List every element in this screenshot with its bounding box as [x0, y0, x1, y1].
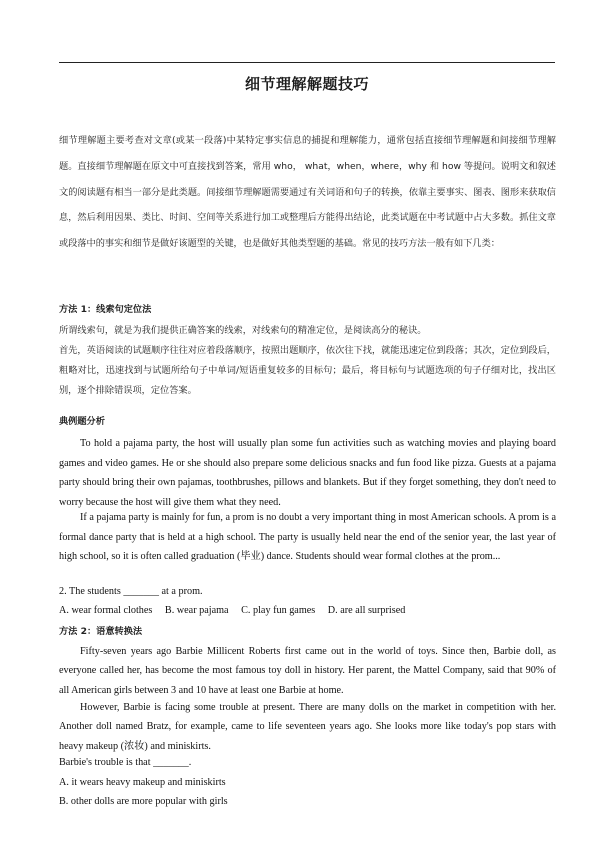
example-heading: 典例题分析: [59, 416, 105, 427]
question-2-option-b: B. other dolls are more popular with girls: [59, 796, 228, 807]
passage1-paragraph-2: If a pajama party is mainly for fun, a prom is no doubt a very important thing in most American schools. A prom is a formal dance party that is held at a high school. The party is usually held near the end of the senior year, the last year of high school, so it is often called graduation (毕业) dance. Students should wear formal clothes at the prom...: [59, 512, 556, 563]
question-2: Barbie's trouble is that _______.: [59, 757, 192, 768]
method1-steps: 首先，英语阅读的试题顺序往往对应着段落顺序，按照出题顺序，依次往下找，就能迅速定位到段落；其次，定位到段后，粗略对比，迅速找到与试题所给句子中单词/短语重复较多的目标句；最后，将目标句与试题选项的句子仔细对比，找出区别，逐个排除错误项，定位答案。: [59, 345, 556, 396]
option-b: B. wear pajama: [164, 605, 229, 616]
question-1-options: [59, 603, 556, 619]
method2-heading: 方法 2：语意转换法: [59, 626, 143, 637]
method1-body: [59, 321, 556, 401]
passage1-paragraph-1: To hold a pajama party, the host will usually plan some fun activities such as watching movies and playing board games and video games. He or she should also prepare some delicious snacks and fun food like pizza. Guests at a pajama party should bring their own pajamas, toothbrushes, pillows and blankets. But if they forget something, they don't need to worry because the host will give them what they need.: [59, 438, 556, 508]
method1-heading: 方法 1：线索句定位法: [59, 304, 152, 315]
passage2-paragraph-2: However, Barbie is facing some trouble at present. There are many dolls on the market in competition with her. Another doll named Bratz, for example, came to life seventeen years ago. She looks more like today's pop stars with heavy makeup (浓妆) and miniskirts.: [59, 702, 556, 752]
header-rule: [59, 62, 555, 63]
page-title: 细节理解解题技巧: [244, 75, 369, 93]
intro-paragraph: 细节理解题主要考查对文章(或某一段落)中某特定事实信息的捕捉和理解能力，通常包括直接细节理解题和间接细节理解题。直接细节理解题在原文中可直接找到答案，常用 who， what，when，where，why 和 how 等提问。说明文和叙述文的阅读题有相当一部分是此类题。间接细节理解题需要通过有关词语和句子的转换，依靠主要事实、图表、图形来获取信息，然后利用因果、类比、时间、空间等关系进行加工或整理后方能得出结论，此类试题在中考试题中占大多数。抓住文章或段落中的事实和细节是做好该题型的关键，也是做好其他类型题的基础。常见的技巧方法一般有如下几类：: [59, 135, 556, 250]
passage2-paragraph-1: Fifty-seven years ago Barbie Millicent Roberts first came out in the world of toys. Since then, Barbie doll, as everyone called her, has become the most famous toy doll in history. Her parent, the Mattel Company, said that 90% of all American girls between 3 and 10 have at least one Barbie at home.: [59, 646, 556, 696]
option-a: A. wear formal clothes: [59, 605, 153, 616]
question-1: 2. The students _______ at a prom.: [59, 586, 203, 597]
option-c: C. play fun games: [241, 605, 316, 616]
method1-definition: 所谓线索句，就是为我们提供正确答案的线索，对线索句的精准定位，是阅读高分的秘诀。: [59, 325, 427, 336]
question-2-option-a: A. it wears heavy makeup and miniskirts: [59, 777, 226, 788]
option-d: D. are all surprised: [327, 605, 406, 616]
